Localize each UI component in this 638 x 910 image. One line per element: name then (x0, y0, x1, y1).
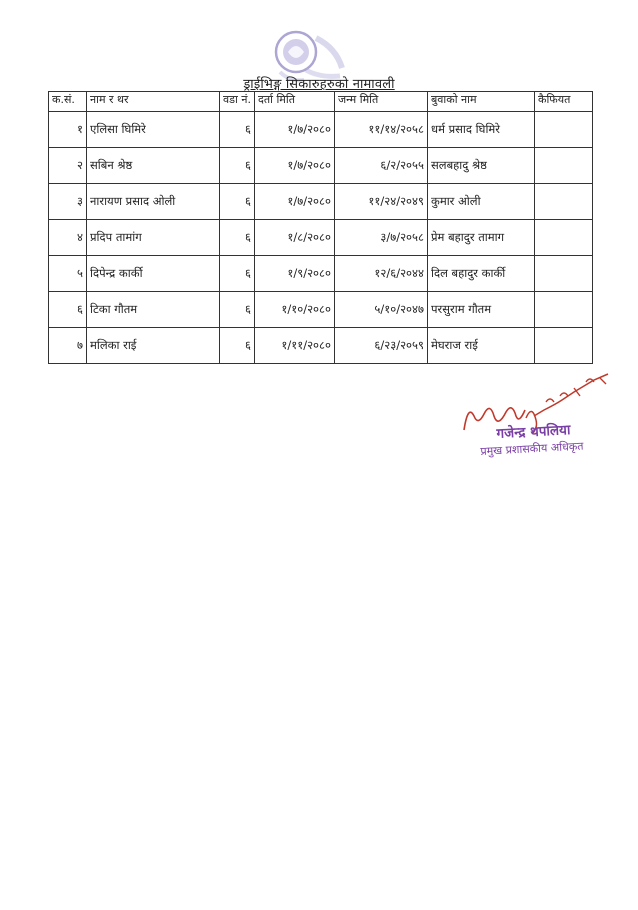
table-header-row (49, 92, 593, 112)
table-row (49, 256, 593, 292)
cell-sn: ५ (49, 256, 87, 292)
header-sn: क.सं. (49, 92, 87, 112)
header-remarks: कैफियत (535, 92, 593, 112)
cell-sn: २ (49, 148, 87, 184)
signatory-role: प्रमुख प्रशासकीय अधिकृत (480, 439, 584, 458)
cell-ward: ६ (220, 292, 255, 328)
table-row (49, 220, 593, 256)
cell-father: प्रेम बहादुर तामाग (428, 220, 535, 256)
header-reg-date: दर्ता मिति (255, 92, 335, 112)
table-row (49, 112, 593, 148)
cell-remarks (535, 148, 593, 184)
signatory-name: गजेन्द्र थपलिया (496, 422, 571, 442)
cell-reg-date: १/११/२०८० (255, 328, 335, 364)
cell-name: मलिका राई (87, 328, 220, 364)
cell-remarks (535, 220, 593, 256)
cell-reg-date: १/१०/२०८० (255, 292, 335, 328)
table-row (49, 184, 593, 220)
cell-sn: १ (49, 112, 87, 148)
cell-dob: १२/६/२०४४ (335, 256, 428, 292)
cell-dob: ६/२/२०५५ (335, 148, 428, 184)
cell-father: दिल बहादुर कार्की (428, 256, 535, 292)
cell-name: टिका गौतम (87, 292, 220, 328)
header-ward: वडा नं. (220, 92, 255, 112)
document-title: ड्राईभिङ्ग सिकारुहरुको नामावली (243, 77, 395, 92)
header-dob: जन्म मिति (335, 92, 428, 112)
cell-dob: ६/२३/२०५९ (335, 328, 428, 364)
cell-dob: ५/१०/२०४७ (335, 292, 428, 328)
cell-dob: ११/२४/२०४९ (335, 184, 428, 220)
cell-remarks (535, 112, 593, 148)
header-father: बुवाको नाम (428, 92, 535, 112)
cell-father: परसुराम गौतम (428, 292, 535, 328)
cell-father: धर्म प्रसाद घिमिरे (428, 112, 535, 148)
cell-ward: ६ (220, 112, 255, 148)
learner-roster-table (48, 91, 593, 364)
cell-reg-date: १/९/२०८० (255, 256, 335, 292)
table-row (49, 328, 593, 364)
cell-reg-date: १/७/२०८० (255, 184, 335, 220)
cell-reg-date: १/८/२०८० (255, 220, 335, 256)
cell-remarks (535, 292, 593, 328)
cell-reg-date: १/७/२०८० (255, 112, 335, 148)
cell-remarks (535, 184, 593, 220)
cell-name: दिपेन्द्र कार्की (87, 256, 220, 292)
cell-sn: ४ (49, 220, 87, 256)
cell-ward: ६ (220, 328, 255, 364)
cell-father: कुमार ओली (428, 184, 535, 220)
table-row (49, 292, 593, 328)
cell-remarks (535, 256, 593, 292)
cell-remarks (535, 328, 593, 364)
header-name: नाम र थर (87, 92, 220, 112)
cell-sn: ७ (49, 328, 87, 364)
cell-name: एलिसा घिमिरे (87, 112, 220, 148)
cell-ward: ६ (220, 148, 255, 184)
cell-dob: ११/१४/२०५८ (335, 112, 428, 148)
cell-ward: ६ (220, 184, 255, 220)
cell-reg-date: १/७/२०८० (255, 148, 335, 184)
table-row (49, 148, 593, 184)
cell-sn: ६ (49, 292, 87, 328)
cell-name: प्रदिप तामांग (87, 220, 220, 256)
cell-name: नारायण प्रसाद ओली (87, 184, 220, 220)
cell-ward: ६ (220, 256, 255, 292)
cell-ward: ६ (220, 220, 255, 256)
cell-sn: ३ (49, 184, 87, 220)
cell-name: सबिन श्रेष्ठ (87, 148, 220, 184)
cell-father: सलबहादु श्रेष्ठ (428, 148, 535, 184)
signature-block (460, 372, 630, 472)
cell-father: मेघराज राई (428, 328, 535, 364)
cell-dob: ३/७/२०५८ (335, 220, 428, 256)
